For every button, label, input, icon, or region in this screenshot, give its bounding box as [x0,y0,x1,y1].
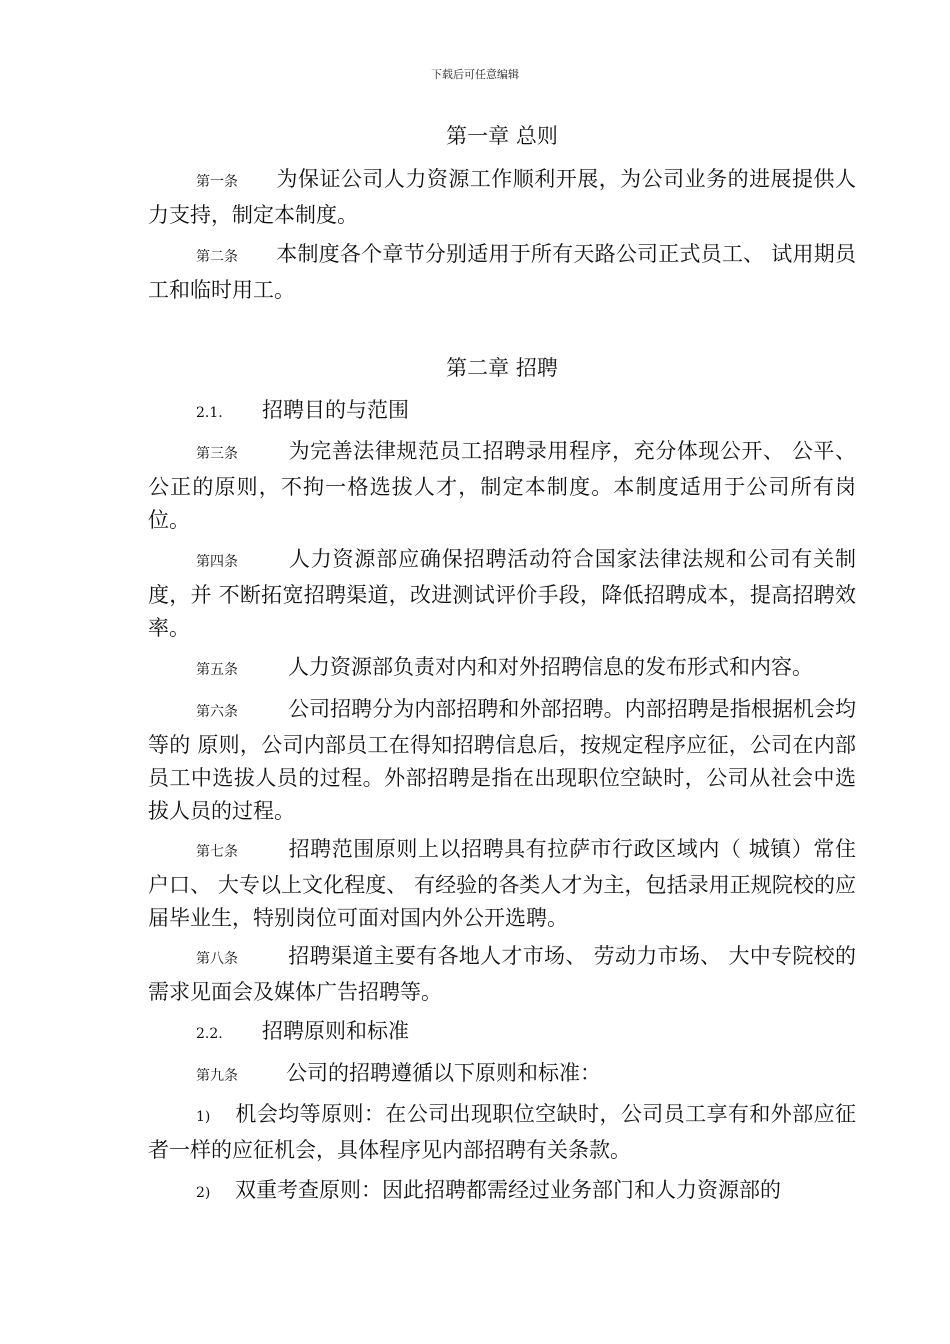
article-text: 人力资源部负责对内和对外招聘信息的发布形式和内容。 [288,655,813,679]
chapter-1-title: 第一章 总则 [446,124,558,148]
section-2-2 [148,1017,856,1048]
list-item-number: 2) [196,1185,211,1201]
article-8 [148,940,856,1009]
article-label: 第二条 [196,249,238,265]
section-number: 2.1. [196,405,223,421]
article-1 [148,163,856,232]
article-3 [148,435,856,537]
list-item-2 [148,1174,856,1210]
page-header: 下载后可任意编辑 [431,68,519,81]
article-text: 公司招聘分为内部招聘和外部招聘。内部招聘是指根据机会均等的 原则，公司内部员工在得知招聘信息后，按规定程序应征，公司在内部员工中选拔人员的过程。外部招聘是指在出现职位空缺时，公司从社会中选拔人员的过程。 [148,697,856,823]
list-item-1 [148,1098,856,1167]
article-9 [148,1057,856,1093]
article-7 [148,833,856,935]
article-label: 第八条 [196,951,238,967]
article-text: 为保证公司人力资源工作顺利开展，为公司业务的进展提供人力支持，制定本制度。 [148,167,856,227]
article-label: 第一条 [196,174,238,190]
section-title: 招聘目的与范围 [262,398,409,422]
article-label: 第六条 [196,704,238,720]
article-text: 招聘范围原则上以招聘具有拉萨市行政区域内（ 城镇）常住户口、 大专以上文化程度、 有经验的各类人才为主，包括录用正规院校的应届毕业生，特别岗位可面对国内外公开选聘。 [148,837,856,930]
chapter-2-title: 第二章 招聘 [446,356,558,380]
section-number: 2.2. [196,1026,223,1042]
article-label: 第四条 [196,554,238,570]
article-label: 第七条 [196,844,238,860]
section-2-1 [148,396,856,427]
section-title: 招聘原则和标准 [262,1019,409,1043]
article-label: 第九条 [196,1068,238,1084]
list-item-text: 双重考查原则：因此招聘都需经过业务部门和人力资源部的 [235,1178,781,1202]
article-label: 第三条 [196,446,238,462]
article-4 [148,543,856,645]
list-item-text: 机会均等原则：在公司出现职位空缺时，公司员工享有和外部应征者一样的应征机会，具体程序见内部招聘有关条款。 [148,1102,856,1162]
article-text: 公司的招聘遵循以下原则和标准： [286,1061,601,1085]
article-5 [148,651,856,687]
article-6 [148,693,856,828]
article-text: 人力资源部应确保招聘活动符合国家法律法规和公司有关制度，并 不断拓宽招聘渠道，改进测试评价手段，降低招聘成本，提高招聘效率。 [148,547,856,640]
article-label: 第五条 [196,662,238,678]
article-text: 本制度各个章节分别适用于所有天路公司正式员工、 试用期员工和临时用工。 [148,242,856,302]
list-item-number: 1) [196,1109,211,1125]
article-text: 为完善法律规范员工招聘录用程序，充分体现公开、 公平、 公正的原则，不拘一格选拔人才，制定本制度。本制度适用于公司所有岗位。 [148,439,856,532]
article-text: 招聘渠道主要有各地人才市场、 劳动力市场、 大中专院校的需求见面会及媒体广告招聘等。 [148,944,856,1004]
article-2 [148,238,856,307]
